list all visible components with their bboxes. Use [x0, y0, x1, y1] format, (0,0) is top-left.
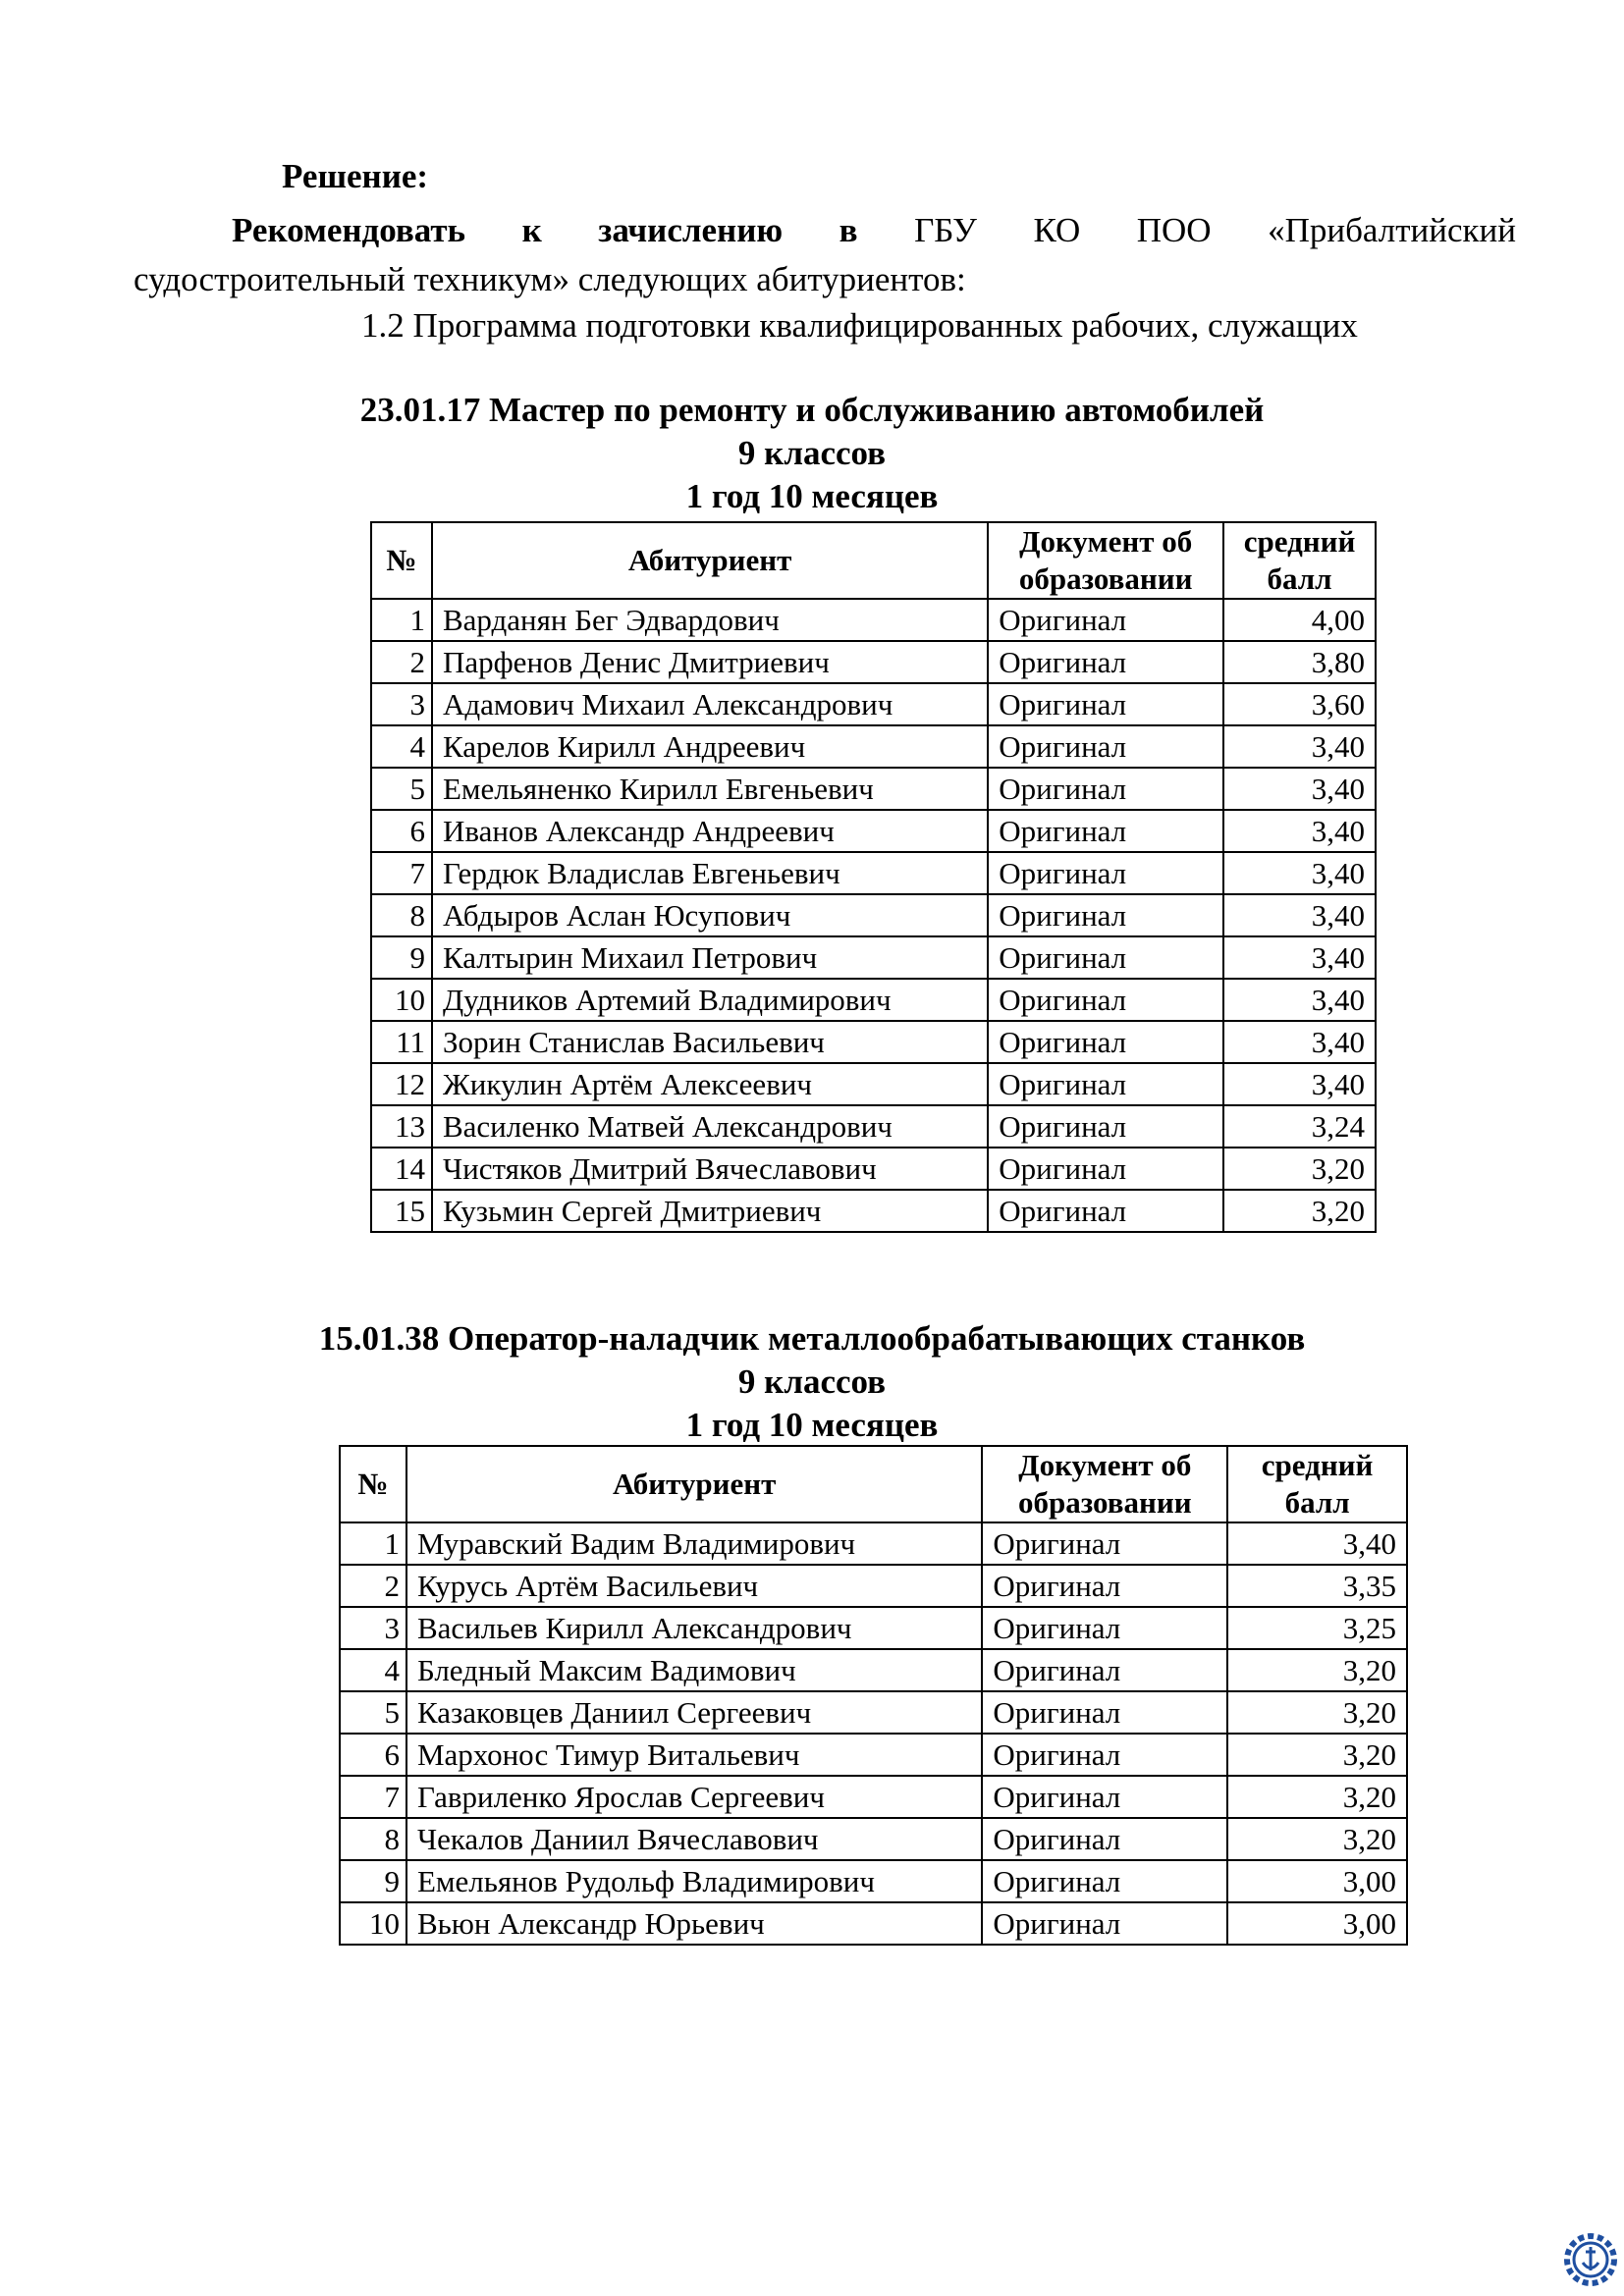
table-row — [340, 1734, 1407, 1776]
section-2-duration: 1 год 10 месяцев — [685, 1406, 939, 1444]
row-number: 7 — [371, 852, 432, 894]
applicant-name: Курусь Артём Васильевич — [406, 1565, 982, 1607]
table-row — [371, 1021, 1376, 1063]
header-score: средний балл — [1223, 522, 1376, 599]
table-row — [340, 1565, 1407, 1607]
document-type: Оригинал — [988, 936, 1223, 979]
average-score: 3,40 — [1223, 936, 1376, 979]
average-score: 3,20 — [1227, 1734, 1407, 1776]
average-score: 3,20 — [1223, 1190, 1376, 1232]
row-number: 2 — [371, 641, 432, 683]
decision-word: к — [521, 211, 542, 249]
decision-line-2: судостроительный техникум» следующих абитуриентов: — [134, 260, 966, 298]
average-score: 3,40 — [1223, 1021, 1376, 1063]
table-row — [340, 1860, 1407, 1902]
average-score: 3,24 — [1223, 1105, 1376, 1148]
document-type: Оригинал — [982, 1607, 1227, 1649]
table-row — [371, 1190, 1376, 1232]
document-type: Оригинал — [988, 683, 1223, 725]
document-type: Оригинал — [988, 1021, 1223, 1063]
section-1-classes: 9 классов — [737, 434, 887, 472]
average-score: 3,20 — [1227, 1649, 1407, 1691]
header-number: № — [340, 1446, 406, 1522]
applicant-name: Бледный Максим Вадимович — [406, 1649, 982, 1691]
applicant-name: Емельяненко Кирилл Евгеньевич — [432, 768, 988, 810]
table-row — [371, 1063, 1376, 1105]
row-number: 1 — [340, 1522, 406, 1565]
applicant-name: Иванов Александр Андреевич — [432, 810, 988, 852]
decision-word: в — [839, 211, 858, 249]
document-type: Оригинал — [982, 1522, 1227, 1565]
header-document: Документ об образовании — [988, 522, 1223, 599]
document-type: Оригинал — [988, 641, 1223, 683]
applicant-name: Казаковцев Даниил Сергеевич — [406, 1691, 982, 1734]
row-number: 7 — [340, 1776, 406, 1818]
applicant-name: Гердюк Владислав Евгеньевич — [432, 852, 988, 894]
section-2-classes: 9 классов — [737, 1362, 887, 1401]
average-score: 3,40 — [1223, 852, 1376, 894]
applicant-name: Муравский Вадим Владимирович — [406, 1522, 982, 1565]
average-score: 3,20 — [1227, 1776, 1407, 1818]
applicant-name: Чистяков Дмитрий Вячеславович — [432, 1148, 988, 1190]
row-number: 8 — [371, 894, 432, 936]
table-header-row — [371, 522, 1376, 599]
table-row — [371, 1105, 1376, 1148]
applicant-name: Кузьмин Сергей Дмитриевич — [432, 1190, 988, 1232]
decision-word: ПОО — [1136, 211, 1212, 249]
average-score: 3,20 — [1227, 1818, 1407, 1860]
table-row — [340, 1818, 1407, 1860]
table-row — [340, 1776, 1407, 1818]
applicant-name: Емельянов Рудольф Владимирович — [406, 1860, 982, 1902]
applicant-name: Варданян Бег Эдвардович — [432, 599, 988, 641]
row-number: 4 — [371, 725, 432, 768]
row-number: 9 — [371, 936, 432, 979]
table-row — [371, 852, 1376, 894]
table-row — [371, 936, 1376, 979]
average-score: 3,40 — [1223, 810, 1376, 852]
applicant-name: Васильев Кирилл Александрович — [406, 1607, 982, 1649]
average-score: 3,00 — [1227, 1860, 1407, 1902]
table-row — [371, 683, 1376, 725]
applicant-name: Чекалов Даниил Вячеславович — [406, 1818, 982, 1860]
average-score: 3,40 — [1223, 894, 1376, 936]
average-score: 4,00 — [1223, 599, 1376, 641]
applicant-name: Гавриленко Ярослав Сергеевич — [406, 1776, 982, 1818]
section-2-table — [339, 1445, 1408, 1946]
section-1-table — [370, 521, 1377, 1233]
row-number: 10 — [371, 979, 432, 1021]
document-type: Оригинал — [982, 1818, 1227, 1860]
applicant-name: Вьюн Александр Юрьевич — [406, 1902, 982, 1945]
document-type: Оригинал — [988, 1190, 1223, 1232]
table-row — [340, 1522, 1407, 1565]
row-number: 10 — [340, 1902, 406, 1945]
decision-word: КО — [1033, 211, 1081, 249]
decision-line-1 — [134, 206, 1516, 255]
row-number: 14 — [371, 1148, 432, 1190]
average-score: 3,80 — [1223, 641, 1376, 683]
section-2-title: 15.01.38 Оператор-наладчик металлообрабатывающих станков — [318, 1319, 1306, 1358]
document-type: Оригинал — [988, 768, 1223, 810]
average-score: 3,40 — [1223, 768, 1376, 810]
row-number: 8 — [340, 1818, 406, 1860]
average-score: 3,25 — [1227, 1607, 1407, 1649]
document-type: Оригинал — [988, 852, 1223, 894]
table-row — [340, 1649, 1407, 1691]
table-header-row — [340, 1446, 1407, 1522]
applicant-name: Дудников Артемий Владимирович — [432, 979, 988, 1021]
decision-heading: Решение: — [282, 157, 429, 195]
document-type: Оригинал — [988, 1105, 1223, 1148]
decision-word: ГБУ — [914, 211, 977, 249]
table-row — [371, 768, 1376, 810]
section-1-duration: 1 год 10 месяцев — [685, 477, 939, 515]
average-score: 3,40 — [1223, 1063, 1376, 1105]
average-score: 3,40 — [1223, 725, 1376, 768]
row-number: 6 — [340, 1734, 406, 1776]
row-number: 3 — [340, 1607, 406, 1649]
header-applicant: Абитуриент — [432, 522, 988, 599]
row-number: 11 — [371, 1021, 432, 1063]
table-row — [340, 1607, 1407, 1649]
row-number: 9 — [340, 1860, 406, 1902]
applicant-name: Зорин Станислав Васильевич — [432, 1021, 988, 1063]
table-row — [371, 641, 1376, 683]
document-type: Оригинал — [982, 1860, 1227, 1902]
applicant-name: Мархонос Тимур Витальевич — [406, 1734, 982, 1776]
document-type: Оригинал — [988, 725, 1223, 768]
applicant-name: Парфенов Денис Дмитриевич — [432, 641, 988, 683]
row-number: 3 — [371, 683, 432, 725]
document-type: Оригинал — [988, 1063, 1223, 1105]
row-number: 12 — [371, 1063, 432, 1105]
table-row — [371, 810, 1376, 852]
header-number: № — [371, 522, 432, 599]
table-row — [371, 725, 1376, 768]
applicant-name: Калтырин Михаил Петрович — [432, 936, 988, 979]
decision-word: зачислению — [598, 211, 784, 249]
table-row — [371, 1148, 1376, 1190]
row-number: 1 — [371, 599, 432, 641]
gear-anchor-logo-icon — [1561, 2230, 1620, 2289]
document-type: Оригинал — [988, 1148, 1223, 1190]
decision-paragraph — [134, 206, 1516, 304]
table-row — [340, 1691, 1407, 1734]
document-type: Оригинал — [988, 810, 1223, 852]
document-type: Оригинал — [988, 894, 1223, 936]
header-applicant: Абитуриент — [406, 1446, 982, 1522]
table-row — [371, 599, 1376, 641]
row-number: 15 — [371, 1190, 432, 1232]
document-type: Оригинал — [982, 1776, 1227, 1818]
row-number: 13 — [371, 1105, 432, 1148]
applicant-name: Адамович Михаил Александрович — [432, 683, 988, 725]
applicant-name: Жикулин Артём Алексеевич — [432, 1063, 988, 1105]
document-type: Оригинал — [982, 1734, 1227, 1776]
decision-word: «Прибалтийский — [1268, 211, 1516, 249]
section-1-title: 23.01.17 Мастер по ремонту и обслуживанию автомобилей — [359, 391, 1265, 429]
document-type: Оригинал — [982, 1691, 1227, 1734]
applicant-name: Карелов Кирилл Андреевич — [432, 725, 988, 768]
average-score: 3,20 — [1227, 1691, 1407, 1734]
average-score: 3,60 — [1223, 683, 1376, 725]
average-score: 3,40 — [1223, 979, 1376, 1021]
program-line: 1.2 Программа подготовки квалифицированных рабочих, служащих — [361, 306, 1358, 345]
average-score: 3,40 — [1227, 1522, 1407, 1565]
row-number: 4 — [340, 1649, 406, 1691]
average-score: 3,20 — [1223, 1148, 1376, 1190]
applicant-name: Василенко Матвей Александрович — [432, 1105, 988, 1148]
decision-word: Рекомендовать — [232, 211, 466, 249]
document-type: Оригинал — [982, 1649, 1227, 1691]
table-row — [371, 979, 1376, 1021]
row-number: 5 — [371, 768, 432, 810]
average-score: 3,35 — [1227, 1565, 1407, 1607]
document-type: Оригинал — [988, 599, 1223, 641]
header-document: Документ об образовании — [982, 1446, 1227, 1522]
document-type: Оригинал — [982, 1565, 1227, 1607]
table-row — [371, 894, 1376, 936]
table-row — [340, 1902, 1407, 1945]
row-number: 5 — [340, 1691, 406, 1734]
header-score: средний балл — [1227, 1446, 1407, 1522]
applicant-name: Абдыров Аслан Юсупович — [432, 894, 988, 936]
row-number: 2 — [340, 1565, 406, 1607]
document-type: Оригинал — [988, 979, 1223, 1021]
document-type: Оригинал — [982, 1902, 1227, 1945]
row-number: 6 — [371, 810, 432, 852]
average-score: 3,00 — [1227, 1902, 1407, 1945]
